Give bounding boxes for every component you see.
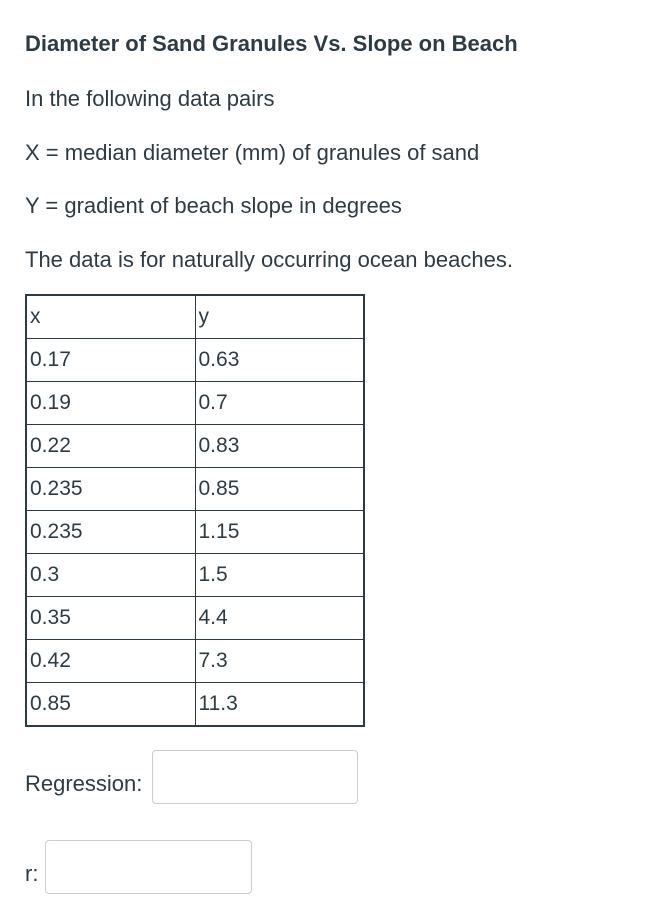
data-note: The data is for naturally occurring ocean beaches. — [25, 247, 513, 272]
r-label: r: — [25, 861, 39, 886]
cell-y: 0.63 — [195, 339, 364, 382]
y-definition: Y = gradient of beach slope in degrees — [25, 193, 402, 218]
header-y: y — [195, 295, 364, 339]
header-x: x — [26, 295, 195, 339]
table-row — [26, 640, 364, 683]
cell-y: 1.5 — [195, 554, 364, 597]
data-table — [25, 294, 365, 727]
cell-y: 7.3 — [195, 640, 364, 683]
table-row — [26, 597, 364, 640]
regression-input[interactable] — [152, 750, 358, 804]
table-row — [26, 554, 364, 597]
table-row — [26, 425, 364, 468]
r-input[interactable] — [45, 840, 252, 894]
cell-x: 0.85 — [26, 683, 195, 727]
cell-x: 0.42 — [26, 640, 195, 683]
intro-text: In the following data pairs — [25, 86, 275, 111]
table-row — [26, 468, 364, 511]
table-row — [26, 511, 364, 554]
cell-y: 0.7 — [195, 382, 364, 425]
table-row — [26, 683, 364, 727]
cell-x: 0.22 — [26, 425, 195, 468]
cell-y: 0.83 — [195, 425, 364, 468]
cell-x: 0.35 — [26, 597, 195, 640]
cell-y: 11.3 — [195, 683, 364, 727]
table-header-row — [26, 295, 364, 339]
table-row — [26, 382, 364, 425]
cell-y: 4.4 — [195, 597, 364, 640]
table-row — [26, 339, 364, 382]
cell-x: 0.235 — [26, 511, 195, 554]
cell-y: 1.15 — [195, 511, 364, 554]
cell-x: 0.3 — [26, 554, 195, 597]
cell-x: 0.235 — [26, 468, 195, 511]
regression-label: Regression: — [25, 771, 143, 796]
cell-y: 0.85 — [195, 468, 364, 511]
question-title: Diameter of Sand Granules Vs. Slope on Beach — [25, 31, 518, 56]
x-definition: X = median diameter (mm) of granules of sand — [25, 140, 480, 165]
cell-x: 0.19 — [26, 382, 195, 425]
cell-x: 0.17 — [26, 339, 195, 382]
